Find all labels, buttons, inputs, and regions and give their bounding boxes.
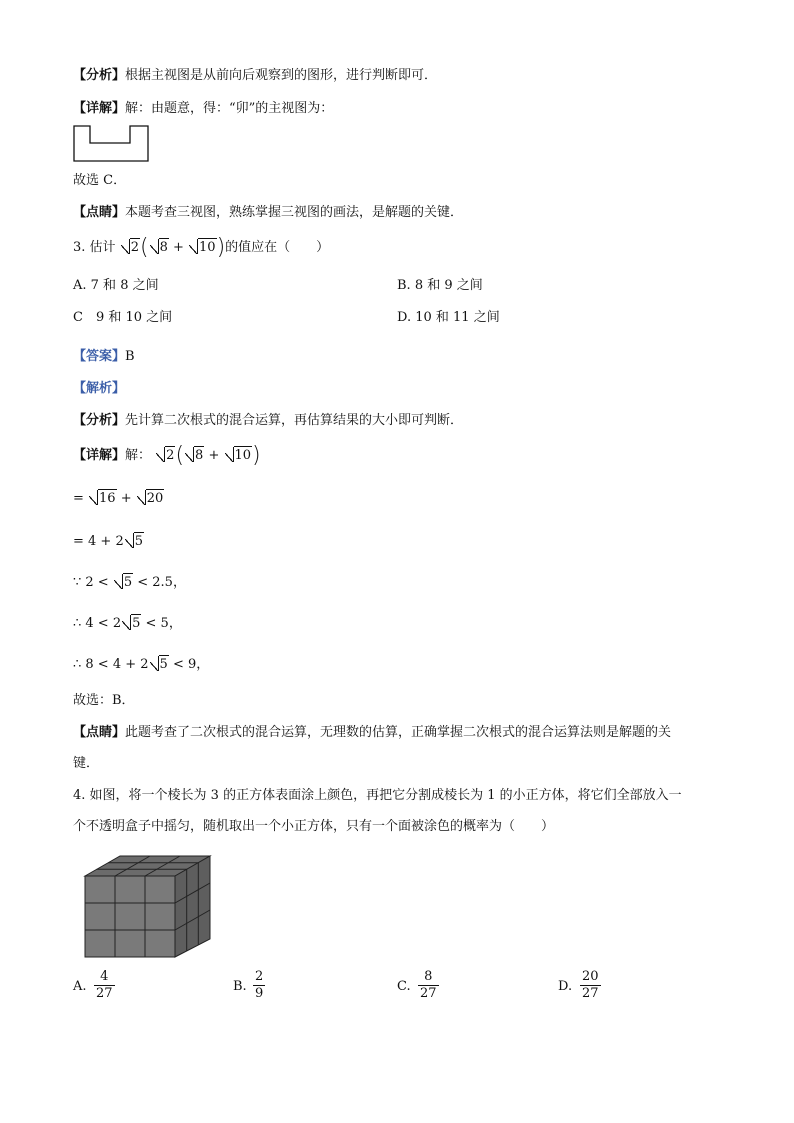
q4-option-d-label: D. xyxy=(558,979,573,994)
q4-option-c-label: C. xyxy=(397,979,411,994)
sqrt-icon: 5 xyxy=(125,532,144,551)
q3-stem xyxy=(73,235,330,260)
analysis-tag: 【分析】 xyxy=(73,68,126,83)
comment-text: 此题考查了二次根式的混合运算，无理数的估算，正确掌握二次根式的混合运算法则是解题的关 xyxy=(125,725,672,740)
detail-expression: 2( 8 + 10) xyxy=(155,448,260,463)
denominator: 27 xyxy=(582,986,599,1001)
sqrt-icon: 8 xyxy=(150,238,169,257)
q3-number: 3. 估计 xyxy=(73,240,116,255)
sqrt-icon: 10 xyxy=(225,446,253,465)
q4-stem-2: 个不透明盒子中摇匀，随机取出一个小正方体，只有一个面被涂色的概率为（ ） xyxy=(73,819,555,834)
q3-option-d: D. 10 和 11 之间 xyxy=(397,310,500,325)
step-4: ∴ 4 < 2 5 < 5， xyxy=(73,616,182,631)
step-3: ∵ 2 < 5 < 2.5， xyxy=(73,575,186,590)
denominator: 27 xyxy=(96,986,113,1001)
q4-option-a-fraction xyxy=(94,969,115,1002)
q4-option-b-fraction xyxy=(253,969,265,1002)
sqrt-icon: 8 xyxy=(185,446,204,465)
prev-choice: 故选 C． xyxy=(73,173,127,188)
detail-text: 解： xyxy=(125,448,152,463)
analysis-text: 根据主视图是从前向后观察到的图形，进行判断即可． xyxy=(125,68,438,83)
comment-tag: 【点睛】 xyxy=(73,205,126,220)
q4-option-a-label: A. xyxy=(73,979,87,994)
q3-option-a: A. 7 和 8 之间 xyxy=(73,278,159,293)
comment-text: 本题考查三视图，熟练掌握三视图的画法，是解题的关键． xyxy=(125,205,464,220)
denominator: 27 xyxy=(420,986,437,1001)
sqrt-icon: 2 xyxy=(156,446,175,465)
q3-answer-line xyxy=(73,348,135,366)
q4-option-d-fraction xyxy=(580,969,601,1002)
sqrt-icon: 5 xyxy=(114,573,133,592)
step-5: ∴ 8 < 4 + 2 5 < 9， xyxy=(73,657,210,672)
detail-tag: 【详解】 xyxy=(73,448,126,463)
q3-solution-tag xyxy=(73,380,125,398)
q3-stem-end: 的值应在（ ） xyxy=(225,240,330,255)
q4-option-b-label: B. xyxy=(233,979,247,994)
numerator: 20 xyxy=(582,969,599,984)
q3-detail-line xyxy=(73,443,261,468)
comment-tag: 【点睛】 xyxy=(73,725,126,740)
painted-cube-figure xyxy=(82,853,214,959)
detail-text: 解：由题意，得：“卯”的主视图为： xyxy=(125,101,334,116)
numerator: 2 xyxy=(255,969,264,984)
sqrt-icon: 2 xyxy=(121,238,140,257)
sqrt-icon: 10 xyxy=(189,238,217,257)
q4-option-c-fraction xyxy=(418,969,439,1002)
sqrt-icon: 5 xyxy=(122,614,141,633)
answer-value: B xyxy=(125,349,135,364)
analysis-tag: 【分析】 xyxy=(73,413,126,428)
numerator: 4 xyxy=(100,969,109,984)
q3-comment-line xyxy=(73,724,671,742)
sqrt-icon: 16 xyxy=(89,489,117,508)
q3-choice: 故选：B． xyxy=(73,693,135,708)
front-view-figure xyxy=(73,125,151,163)
q3-comment-line-2: 键． xyxy=(73,756,100,771)
prev-detail-line xyxy=(73,100,333,118)
q3-expression: 2( 8 + 10) xyxy=(120,240,225,255)
answer-tag: 【答案】 xyxy=(73,349,126,364)
solution-tag: 【解析】 xyxy=(73,381,126,396)
numerator: 8 xyxy=(424,969,433,984)
prev-analysis-line xyxy=(73,67,437,85)
denominator: 9 xyxy=(255,986,264,1001)
detail-tag: 【详解】 xyxy=(73,101,126,116)
q4-stem-1: 4. 如图，将一个棱长为 3 的正方体表面涂上颜色，再把它分割成棱长为 1 的小正方体，将它们全部放入一 xyxy=(73,788,682,803)
sqrt-icon: 20 xyxy=(137,489,165,508)
step-1: = 16 + 20 xyxy=(73,491,164,506)
q3-analysis-line xyxy=(73,412,463,430)
q3-option-b: B. 8 和 9 之间 xyxy=(397,278,483,293)
prev-comment-line xyxy=(73,204,463,222)
q3-option-c: C 9 和 10 之间 xyxy=(73,310,173,325)
step-2: = 4 + 2 5 xyxy=(73,534,144,549)
analysis-text: 先计算二次根式的混合运算，再估算结果的大小即可判断． xyxy=(125,413,464,428)
sqrt-icon: 5 xyxy=(150,655,169,674)
